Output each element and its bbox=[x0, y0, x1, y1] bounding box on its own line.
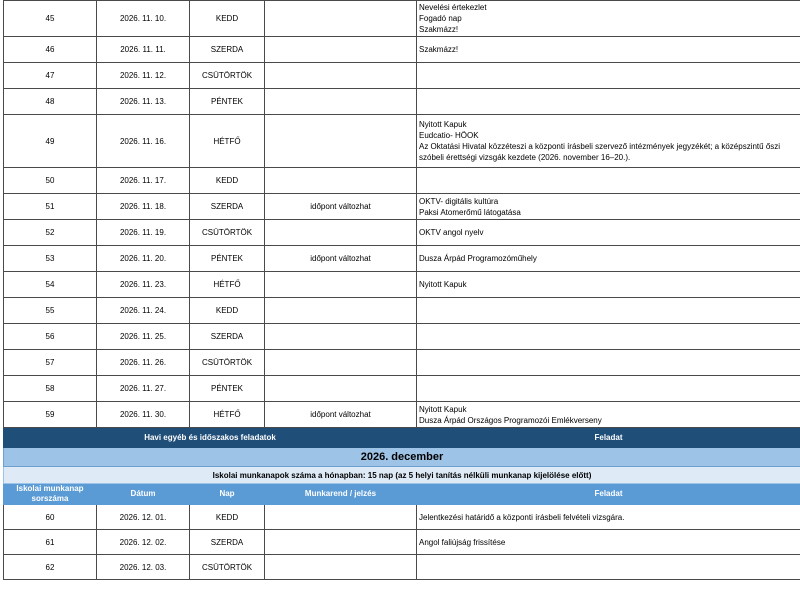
row-tasks bbox=[417, 220, 800, 246]
row-day: PÉNTEK bbox=[190, 89, 265, 115]
row-date: 2026. 11. 24. bbox=[97, 298, 190, 324]
row-number: 51 bbox=[4, 194, 97, 220]
task-line: Dusza Árpád Programozóműhely bbox=[419, 254, 537, 263]
row-day: KEDD bbox=[190, 1, 265, 37]
task-line: Nyitott Kapuk bbox=[419, 404, 467, 414]
row-tasks bbox=[417, 272, 800, 298]
row-day: SZERDA bbox=[190, 530, 265, 555]
row-date: 2026. 11. 13. bbox=[97, 89, 190, 115]
task-line: OKTV- digitális kultúra bbox=[419, 196, 499, 206]
row-number: 48 bbox=[4, 89, 97, 115]
periodic-tasks-label: Havi egyéb és időszakos feladatok bbox=[4, 428, 417, 448]
row-day: PÉNTEK bbox=[190, 246, 265, 272]
row-mode bbox=[265, 555, 417, 580]
col-header-mode: Munkarend / jelzés bbox=[265, 484, 417, 505]
table-row bbox=[4, 555, 800, 580]
workday-info: Iskolai munkanapok száma a hónapban: 15 nap (az 5 helyi tanítás nélküli munkanap kijelölése előtt) bbox=[4, 467, 800, 484]
row-number: 57 bbox=[4, 350, 97, 376]
row-mode bbox=[265, 350, 417, 376]
table-row bbox=[4, 168, 800, 194]
periodic-tasks-header bbox=[4, 428, 800, 448]
schedule-table bbox=[3, 0, 800, 580]
row-mode: időpont változhat bbox=[265, 194, 417, 220]
row-tasks bbox=[417, 168, 800, 194]
row-date: 2026. 11. 17. bbox=[97, 168, 190, 194]
row-number: 61 bbox=[4, 530, 97, 555]
table-row bbox=[4, 530, 800, 555]
task-line: OKTV angol nyelv bbox=[419, 228, 484, 237]
task-line: Eudcatio- HÖOK bbox=[419, 131, 479, 140]
row-mode bbox=[265, 272, 417, 298]
row-number: 55 bbox=[4, 298, 97, 324]
row-number: 58 bbox=[4, 376, 97, 402]
column-header-row bbox=[4, 484, 800, 505]
november-rows bbox=[4, 1, 800, 428]
row-tasks bbox=[417, 324, 800, 350]
row-date: 2026. 11. 12. bbox=[97, 63, 190, 89]
row-day: PÉNTEK bbox=[190, 376, 265, 402]
row-mode bbox=[265, 168, 417, 194]
row-number: 59 bbox=[4, 402, 97, 428]
table-row bbox=[4, 505, 800, 530]
col-header-num: Iskolai munkanap sorszáma bbox=[4, 484, 97, 505]
row-date: 2026. 11. 10. bbox=[97, 1, 190, 37]
row-number: 49 bbox=[4, 115, 97, 168]
row-day: HÉTFŐ bbox=[190, 115, 265, 168]
task-line: Az Oktatási Hivatal közzéteszi a központi írásbeli szervező intézmények jegyzékét; a középszintű őszi szóbeli érettségi vizsgák kezdete (2026. november 16–20.). bbox=[419, 142, 781, 162]
row-tasks bbox=[417, 194, 800, 220]
row-tasks bbox=[417, 350, 800, 376]
col-header-task: Feladat bbox=[417, 484, 800, 505]
task-line: Fogadó nap bbox=[419, 14, 462, 23]
row-tasks bbox=[417, 37, 800, 63]
row-number: 56 bbox=[4, 324, 97, 350]
row-number: 46 bbox=[4, 37, 97, 63]
row-tasks bbox=[417, 530, 800, 555]
task-line: Nevelési értekezlet bbox=[419, 3, 487, 12]
row-date: 2026. 11. 11. bbox=[97, 37, 190, 63]
row-day: KEDD bbox=[190, 298, 265, 324]
row-number: 60 bbox=[4, 505, 97, 530]
table-row bbox=[4, 115, 800, 168]
table-row bbox=[4, 246, 800, 272]
table-row bbox=[4, 376, 800, 402]
row-number: 45 bbox=[4, 1, 97, 37]
table-row bbox=[4, 89, 800, 115]
row-tasks bbox=[417, 298, 800, 324]
row-tasks bbox=[417, 115, 800, 168]
row-mode bbox=[265, 298, 417, 324]
row-number: 54 bbox=[4, 272, 97, 298]
col-header-date: Dátum bbox=[97, 484, 190, 505]
table-row bbox=[4, 63, 800, 89]
row-number: 52 bbox=[4, 220, 97, 246]
task-line: Nyitott Kapuk bbox=[419, 280, 467, 289]
row-date: 2026. 12. 02. bbox=[97, 530, 190, 555]
row-day: HÉTFŐ bbox=[190, 402, 265, 428]
row-mode bbox=[265, 89, 417, 115]
row-mode bbox=[265, 530, 417, 555]
row-date: 2026. 11. 18. bbox=[97, 194, 190, 220]
row-mode: időpont változhat bbox=[265, 246, 417, 272]
december-section bbox=[4, 428, 800, 505]
table-row bbox=[4, 298, 800, 324]
row-day: CSÜTÖRTÖK bbox=[190, 555, 265, 580]
row-mode bbox=[265, 376, 417, 402]
row-mode bbox=[265, 220, 417, 246]
table-row bbox=[4, 350, 800, 376]
row-day: SZERDA bbox=[190, 37, 265, 63]
row-number: 62 bbox=[4, 555, 97, 580]
row-date: 2026. 11. 26. bbox=[97, 350, 190, 376]
row-date: 2026. 12. 01. bbox=[97, 505, 190, 530]
december-rows bbox=[4, 505, 800, 580]
table-row bbox=[4, 272, 800, 298]
row-day: HÉTFŐ bbox=[190, 272, 265, 298]
row-day: KEDD bbox=[190, 168, 265, 194]
row-mode bbox=[265, 324, 417, 350]
row-day: CSÜTÖRTÖK bbox=[190, 220, 265, 246]
table-row bbox=[4, 402, 800, 428]
col-header-day: Nap bbox=[190, 484, 265, 505]
task-line: Szakmázz! bbox=[419, 45, 459, 54]
row-tasks bbox=[417, 555, 800, 580]
row-mode bbox=[265, 63, 417, 89]
row-day: SZERDA bbox=[190, 324, 265, 350]
row-tasks bbox=[417, 505, 800, 530]
row-mode: időpont változhat bbox=[265, 402, 417, 428]
row-number: 50 bbox=[4, 168, 97, 194]
task-line: Jelentkezési határidő a központi írásbeli felvételi vizsgára. bbox=[419, 512, 625, 522]
row-tasks bbox=[417, 246, 800, 272]
table-row bbox=[4, 1, 800, 37]
row-mode bbox=[265, 37, 417, 63]
row-date: 2026. 11. 25. bbox=[97, 324, 190, 350]
row-mode bbox=[265, 505, 417, 530]
table-row bbox=[4, 324, 800, 350]
row-date: 2026. 11. 19. bbox=[97, 220, 190, 246]
table-row bbox=[4, 194, 800, 220]
row-tasks bbox=[417, 376, 800, 402]
row-date: 2026. 11. 23. bbox=[97, 272, 190, 298]
row-date: 2026. 12. 03. bbox=[97, 555, 190, 580]
row-tasks bbox=[417, 63, 800, 89]
workday-info-row bbox=[4, 467, 800, 484]
row-mode bbox=[265, 1, 417, 37]
row-tasks bbox=[417, 89, 800, 115]
row-number: 53 bbox=[4, 246, 97, 272]
row-date: 2026. 11. 27. bbox=[97, 376, 190, 402]
row-date: 2026. 11. 16. bbox=[97, 115, 190, 168]
row-day: CSÜTÖRTÖK bbox=[190, 350, 265, 376]
row-number: 47 bbox=[4, 63, 97, 89]
task-line: Dusza Árpád Országos Programozói Emlékverseny bbox=[419, 415, 602, 425]
table-row bbox=[4, 37, 800, 63]
task-line: Nyitott Kapuk bbox=[419, 120, 467, 129]
month-title: 2026. december bbox=[4, 448, 800, 467]
row-day: KEDD bbox=[190, 505, 265, 530]
row-day: CSÜTÖRTÖK bbox=[190, 63, 265, 89]
month-title-row bbox=[4, 448, 800, 467]
row-tasks bbox=[417, 1, 800, 37]
row-tasks bbox=[417, 402, 800, 428]
periodic-tasks-task-label: Feladat bbox=[417, 428, 800, 448]
row-mode bbox=[265, 115, 417, 168]
row-date: 2026. 11. 30. bbox=[97, 402, 190, 428]
row-date: 2026. 11. 20. bbox=[97, 246, 190, 272]
task-line: Szakmázz! bbox=[419, 25, 459, 34]
task-line: Angol faliújság frissítése bbox=[419, 537, 506, 547]
table-row bbox=[4, 220, 800, 246]
task-line: Paksi Atomerőmű látogatása bbox=[419, 207, 521, 217]
row-day: SZERDA bbox=[190, 194, 265, 220]
